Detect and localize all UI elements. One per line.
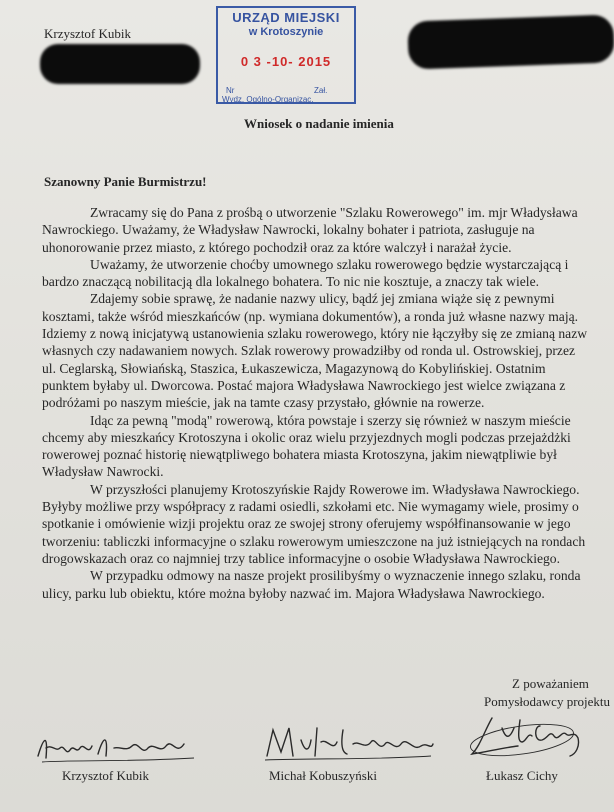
document-title: Wniosek o nadanie imienia <box>244 116 394 131</box>
salutation: Szanowny Panie Burmistrzu! <box>44 174 207 189</box>
stamp-date: 0 3 -10- 2015 <box>240 54 332 69</box>
body-line: Nawrockiego. Uważamy, że Władysław Nawrocki, lokalny bohater i patriota, zasługuje na <box>42 222 535 238</box>
stamp-office: URZĄD MIEJSKI <box>232 10 340 25</box>
closing-line-2: Pomysłodawcy projektu <box>484 694 611 709</box>
body-line: tworzeniu: tabliczki informacyjne o szlaku rowerowym umieszczone na już istniejących na rondach <box>42 533 586 549</box>
signature-block-1 <box>30 720 210 800</box>
stamp-zal-label: Zał. <box>314 86 328 95</box>
body-line: W przypadku odmowy na nasze projekt prosilibyśmy o wyznaczenie innego szlaku, ronda <box>90 568 581 584</box>
stamp-department: Wydz. Ogólno-Organizac. <box>222 95 314 104</box>
signature-block-2 <box>255 718 435 800</box>
stamp-nr-label: Nr <box>226 86 235 95</box>
signatory-name-1: Krzysztof Kubik <box>62 768 150 783</box>
closing <box>484 675 611 711</box>
body-line: rowerowej poznać historię niewątpliwego bohatera miasta Krotoszyna, jakim niewątpliwie był <box>42 447 557 463</box>
body-line: Uważamy, że utworzenie choćby umownego szlaku rowerowego będzie wystarczającą i <box>90 256 569 272</box>
handwritten-signature-2 <box>261 722 437 766</box>
body-line: ulicy, parku lub obiektu, które można byłoby nazwać im. Majora Władysława Nawrockiego. <box>42 585 545 601</box>
body-line: Idąc za pewną "modą" rowerową, która powstaje i szerzy się również w naszym mieście <box>90 412 571 428</box>
body-line: Zwracamy się do Pana z prośbą o utworzenie "Szlaku Rowerowego" im. mjr Władysława <box>90 205 578 220</box>
stamp-city: w Krotoszynie <box>248 26 324 38</box>
body-line: Byłyby możliwe przy współpracy z radami osiedli, szkołami etc. Nie wymagamy wiele, prosimy o <box>42 499 579 515</box>
redaction-left <box>40 44 200 84</box>
body-line: Władysław Nawrocki. <box>42 464 164 480</box>
body-line: bardzo znaczącą nobilitacją dla lokalnego bohatera. To nic nie kosztuje, a znaczy tak wiele. <box>42 274 540 290</box>
signatory-name-2: Michał Kobuszyński <box>269 768 377 783</box>
body-line: W przyszłości planujemy Krotoszyńskie Rajdy Rowerowe im. Władysława Nawrockiego. <box>90 481 580 497</box>
signatory-name-3: Łukasz Cichy <box>486 768 558 783</box>
body-line: uhonorowanie przez miasto, z którego pochodził oraz za które walczył i narażał życie. <box>42 239 512 255</box>
redaction-right <box>407 14 614 69</box>
author-name: Krzysztof Kubik <box>44 26 132 41</box>
handwritten-signature-3 <box>462 712 602 762</box>
body-line: chcemy aby mieszkańcy Krotoszyna i okolic oraz wielu przyjezdnych mogli podczas przejażdżki <box>42 429 571 445</box>
closing-line-1: Z poważaniem <box>512 676 589 691</box>
body-line: punktem byłaby ul. Dworcowa. Postać majora Władysława Nawrockiego jest wielce związana z <box>42 377 566 393</box>
body-line: ul. Ceglarską, Słowiańską, Staszica, Łukaszewicza, Magazynową do Kobylińskiej. Ostatnim <box>42 360 546 376</box>
body-line: drogowskazach oraz co najmniej trzy tablice informacyjne o osobie Władysława Nawrockiego. <box>42 550 561 566</box>
office-stamp <box>216 6 356 104</box>
body-line: kosztami, także wśród mieszkańców (np. wymiana dokumentów), a ronda już własne nazwy mają. <box>42 308 579 324</box>
letter-body <box>42 204 614 602</box>
handwritten-signature-1 <box>34 726 204 768</box>
signature-block-3 <box>460 712 614 800</box>
body-line: podróżami po naszym mieście, jak na tamte czasy przystało, głównie na rowerze. <box>42 395 485 411</box>
body-line: własnych czy nadawaniem nowych. Szlak rowerowy prowadziłby od ronda ul. Ostrowskiej, przez <box>42 343 576 359</box>
body-line: Idziemy z nową inicjatywą ustanowienia szlaku rowerowego, który nie łączyłby się ze zmianą nazw <box>42 326 588 342</box>
body-line: spotkanie i omówienie wizji projektu oraz ze swojej strony oferujemy współfinansowanie w jego <box>42 516 571 532</box>
body-line: Zdajemy sobie sprawę, że nadanie nazwy ulicy, bądź jej zmiana wiąże się z pewnymi <box>90 291 555 307</box>
